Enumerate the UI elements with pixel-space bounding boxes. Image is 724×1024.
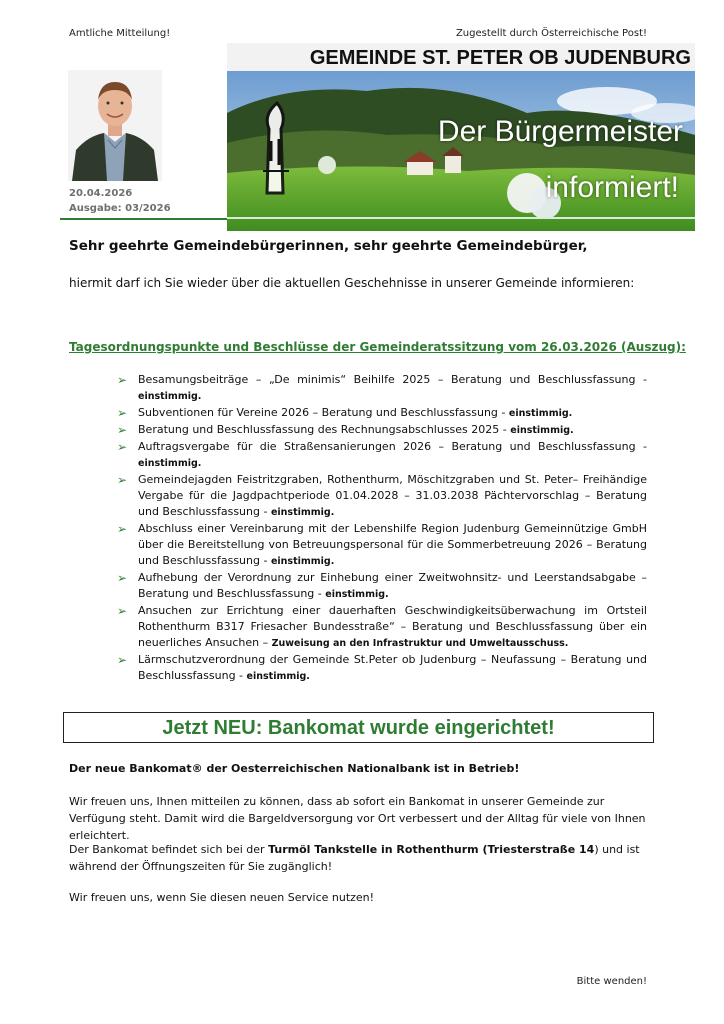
list-item: ➢ Gemeindejagden Feistritzgraben, Rothenthurm, Möschitzgraben und St. Peter– Freihändige Vergabe für die Jagdpachtperiode 01.04.2028 – 31.03.2038 Pächtervorschlag – Beratung und Beschlussfassung - einstimmig. (117, 473, 647, 518)
list-item: ➢ Aufhebung der Verordnung zur Einhebung einer Zweitwohnsitz- und Leerstandsabgabe – Beratung und Beschlussfassung - einstimmig. (117, 571, 647, 600)
list-item: ➢ Auftragsvergabe für die Straßensanierungen 2026 – Beratung und Beschlussfassung - einstimmig. (117, 440, 647, 469)
bankomat-headline: Jetzt NEU: Bankomat wurde eingerichtet! (63, 712, 654, 743)
arrow-bullet-icon: ➢ (117, 373, 128, 387)
bankomat-location: Turmöl Tankstelle in Rothenthurm (Triesterstraße 14 (268, 843, 595, 856)
arrow-bullet-icon: ➢ (117, 406, 128, 420)
mayor-photo (68, 70, 162, 181)
list-item: ➢ Ansuchen zur Errichtung einer dauerhaften Geschwindigkeitsüberwachung im Ortsteil Rothenthurm B317 Friesacher Bundesstraße“ – Beratung und Beschlussfassung über ein neuerliches Ansuchen – Zuweisung an den Infrastruktur und Umweltausschuss. (117, 604, 647, 649)
list-item: ➢ Subventionen für Vereine 2026 – Beratung und Beschlussfassung - einstimmig. (117, 406, 573, 420)
agenda-list (117, 372, 647, 685)
bankomat-paragraph-1: Wir freuen uns, Ihnen mitteilen zu können, dass ab sofort ein Bankomat in unserer Gemeinde zur Verfügung steht. Damit wird die Bargeldversorgung vor Ort verbessert und der Alltag für viele von Ihnen erleichtert. (69, 795, 646, 842)
list-item: ➢ Lärmschutzverordnung der Gemeinde St.Peter ob Judenburg – Neufassung – Beratung und Beschlussfassung - einstimmig. (117, 653, 647, 682)
arrow-bullet-icon: ➢ (117, 604, 128, 618)
bankomat-paragraph-3: Wir freuen uns, wenn Sie diesen neuen Service nutzen! (69, 891, 375, 904)
footer-note: Bitte wenden! (576, 976, 647, 987)
issue-date: 20.04.2026 (69, 188, 133, 199)
header-banner (227, 43, 695, 231)
issue-meta (69, 186, 171, 216)
list-item: ➢ Beratung und Beschlussfassung des Rechnungsabschlusses 2025 - einstimmig. (117, 423, 574, 437)
header-left-notice: Amtliche Mitteilung! (69, 28, 171, 39)
list-item: ➢ Abschluss einer Vereinbarung mit der Lebenshilfe Region Judenburg Gemeinnützige GmbH über die Bereitstellung von Betreuungspersonal für die Sommerbetreuung 2026 – Beratung und Beschlussfassung - einstimmig. (117, 522, 647, 567)
arrow-bullet-icon: ➢ (117, 440, 128, 454)
banner-rule (227, 217, 695, 219)
agenda-title: Tagesordnungspunkte und Beschlüsse der Gemeinderatssitzung vom 26.03.2026 (Auszug): (69, 340, 686, 354)
greeting: Sehr geehrte Gemeindebürgerinnen, sehr geehrte Gemeindebürger, (69, 238, 588, 254)
arrow-bullet-icon: ➢ (117, 522, 128, 536)
bankomat-paragraph-2: Der Bankomat befindet sich bei der Turmöl Tankstelle in Rothenthurm (Triesterstraße 14) und ist während der Öffnungszeiten für Sie zugänglich! (69, 843, 640, 873)
header-divider (60, 218, 227, 220)
header-right-notice: Zugestellt durch Österreichische Post! (455, 28, 647, 39)
arrow-bullet-icon: ➢ (117, 473, 128, 487)
arrow-bullet-icon: ➢ (117, 423, 128, 437)
banner-headline-line-1: Der Bürgermeister (437, 115, 683, 148)
arrow-bullet-icon: ➢ (117, 571, 128, 585)
intro-text: hiermit darf ich Sie wieder über die aktuellen Geschehnisse in unserer Gemeinde informieren: (69, 276, 635, 290)
municipality-title: GEMEINDE ST. PETER OB JUDENBURG (227, 43, 695, 71)
list-item: ➢ Besamungsbeiträge – „De minimis“ Beihilfe 2025 – Beratung und Beschlussfassung - einstimmig. (117, 373, 647, 402)
issue-number: Ausgabe: 03/2026 (69, 203, 171, 214)
bankomat-subtitle: Der neue Bankomat® der Oesterreichischen Nationalbank ist in Betrieb! (69, 762, 520, 775)
banner-headline-line-2: informiert! (545, 171, 679, 204)
arrow-bullet-icon: ➢ (117, 653, 128, 667)
